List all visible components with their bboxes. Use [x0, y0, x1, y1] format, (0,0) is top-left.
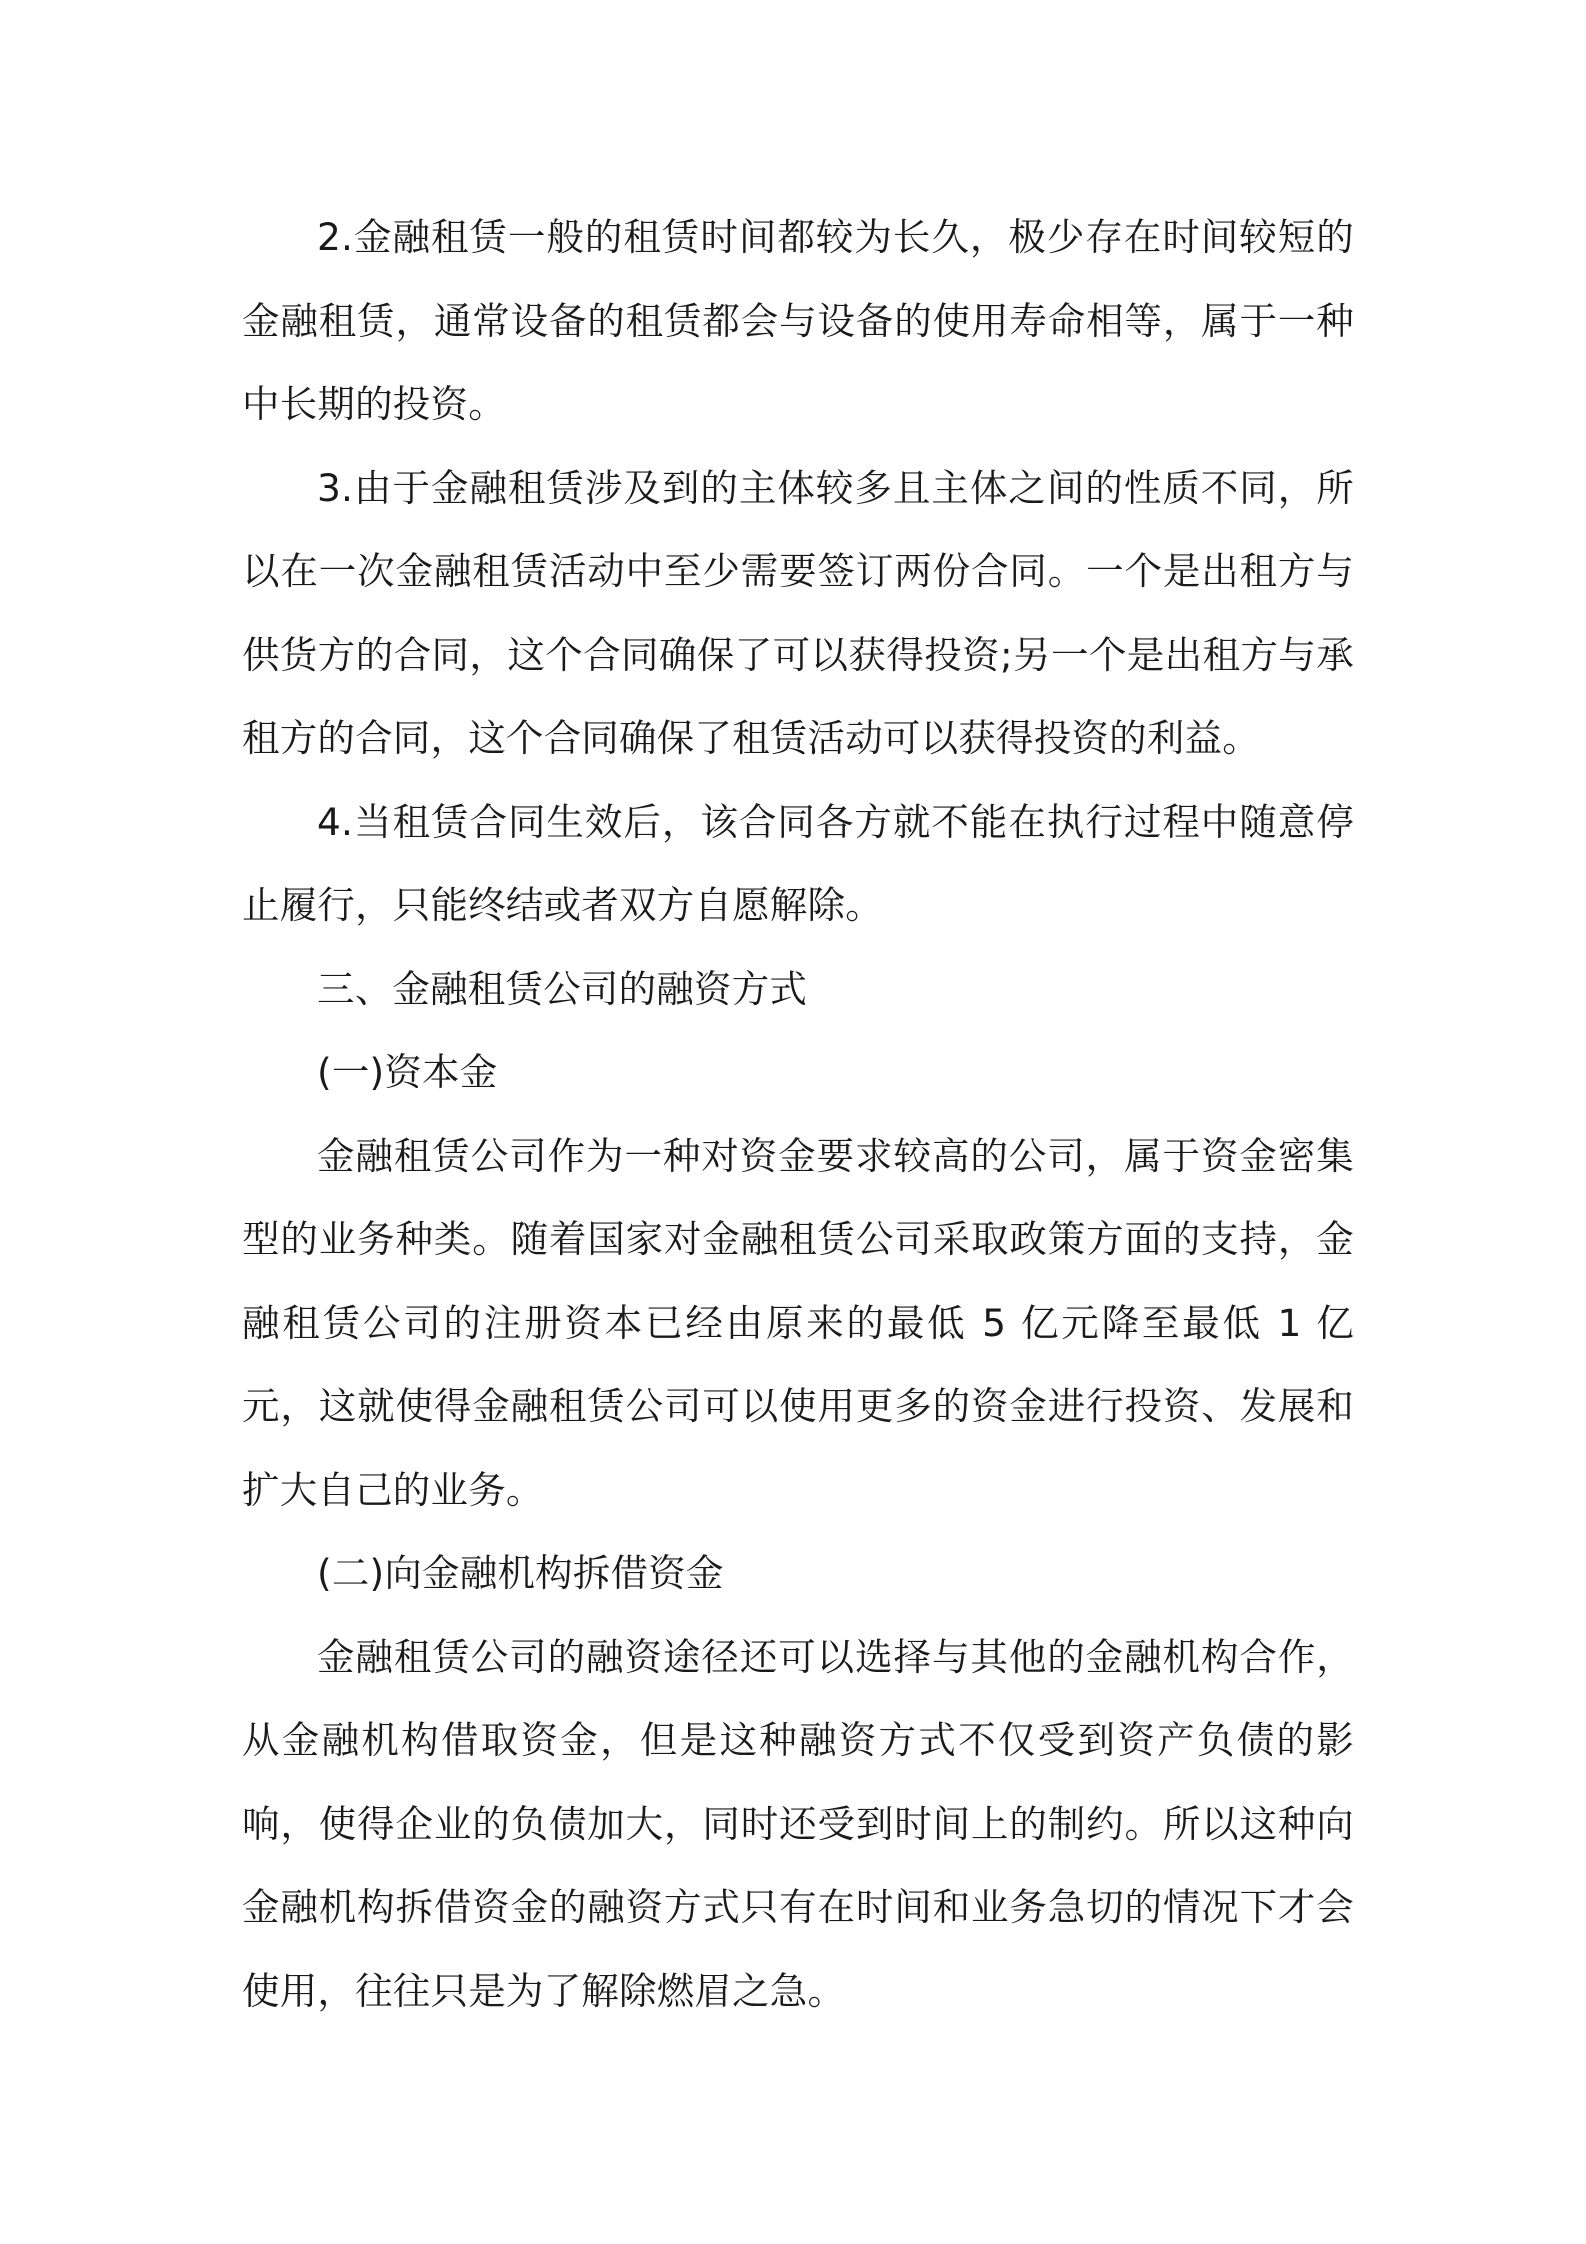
subheading-interbank-borrowing: (二)向金融机构拆借资金 [317, 1551, 724, 1595]
document-body [242, 196, 1354, 2033]
paragraph-interbank-borrowing: 金融租赁公司的融资途径还可以选择与其他的金融机构合作，从金融机构借取资金，但是这种融资方式不仅受到资产负债的影响，使得企业的负债加大，同时还受到时间上的制约。所以这种向金融机构拆借资金的融资方式只有在时间和业务急切的情况下才会使用，往往只是为了解除燃眉之急。 [242, 1634, 1354, 2013]
paragraph-contract-effect: 4.当租赁合同生效后，该合同各方就不能在执行过程中随意停止履行，只能终结或者双方自愿解除。 [242, 799, 1354, 927]
paragraph-lease-duration: 2.金融租赁一般的租赁时间都较为长久，极少存在时间较短的金融租赁，通常设备的租赁都会与设备的使用寿命相等，属于一种中长期的投资。 [242, 215, 1354, 426]
section-heading-financing-methods: 三、金融租赁公司的融资方式 [317, 966, 808, 1011]
subheading-capital: (一)资本金 [317, 1050, 498, 1094]
paragraph-capital: 金融租赁公司作为一种对资金要求较高的公司，属于资金密集型的业务种类。随着国家对金融租赁公司采取政策方面的支持，金融租赁公司的注册资本已经由原来的最低 5 亿元降至最低 1 亿元，这就使得金融租赁公司可以使用更多的资金进行投资、发展和扩大自己的业务。 [242, 1133, 1354, 1512]
paragraph-contracts: 3.由于金融租赁涉及到的主体较多且主体之间的性质不同，所以在一次金融租赁活动中至少需要签订两份合同。一个是出租方与供货方的合同，这个合同确保了可以获得投资;另一个是出租方与承租方的合同，这个合同确保了租赁活动可以获得投资的利益。 [242, 465, 1354, 760]
